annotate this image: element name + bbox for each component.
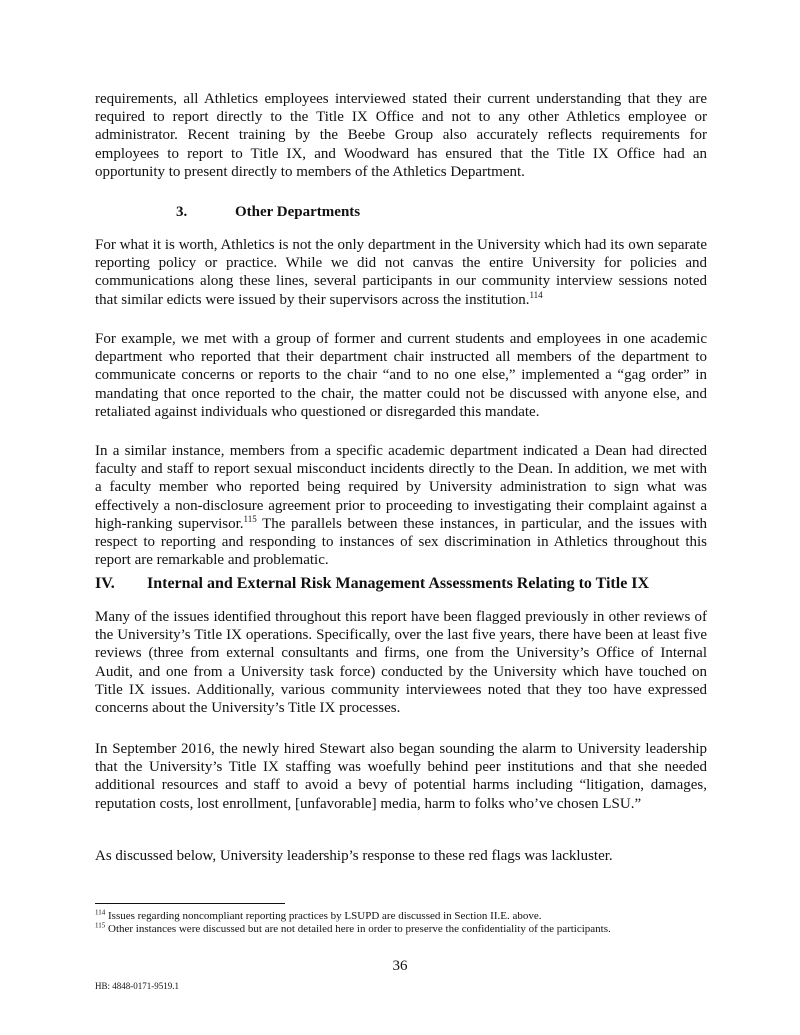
- page-number: 36: [392, 958, 408, 974]
- footnote-separator: [95, 903, 285, 904]
- subsection-title: Other Departments: [235, 204, 361, 220]
- section-number: IV.: [95, 575, 115, 592]
- subsection-number: 3.: [176, 204, 188, 220]
- footnote-115: $^{115}$ Other instances were discussed but are not detailed here in order to preserve the confidentiality of the participants.: [95, 921, 611, 935]
- document-id: HB: 4848-0171-9519.1: [95, 981, 179, 991]
- paragraph-example-department-chair: For example, we met with a group of former and current students and employees in one academic department who reported that their department chair instructed all members of the department to communicate concerns or reports to the chair “and to no one else,” implemented a “gag order” in mandating that once reported to the chair, the matter could not be discussed with anyone else, and retaliated against individuals who questioned or disregarded this mandate.: [95, 331, 707, 420]
- paragraph-athletics-requirements: requirements, all Athletics employees interviewed stated their current understanding that they are required to report directly to the Title IX Office and not to any other Athletics employee or administrator. Recent training by the Beebe Group also accurately reflects requirements for employees to report to Title IX, and Woodward has ensured that the Title IX Office had an opportunity to present directly to members of the Athletics Department.: [95, 91, 707, 180]
- footnote-ref-115[interactable]: 115: [243, 513, 257, 524]
- footnote-114: $^{114}$ Issues regarding noncompliant reporting practices by LSUPD are discussed in Section II.E. above.: [95, 908, 542, 922]
- paragraph-leadership-response: As discussed below, University leadership’s response to these red flags was lackluster.: [95, 848, 613, 864]
- paragraph-prior-reviews: Many of the issues identified throughout this report have been flagged previously in other reviews of the University’s Title IX operations. Specifically, over the last five years, there have been at least five reviews (three from external consultants and firms, one from the University’s Office of Internal Audit, and one from a University task force) conducted by the University which have touched on Title IX issues. Additionally, various community interviewees noted that they too have expressed concerns about the University’s Title IX processes.: [95, 609, 707, 717]
- section-title: Internal and External Risk Management Assessments Relating to Title IX: [147, 575, 650, 592]
- paragraph-similar-instance: In a similar instance, members from a specific academic department indicated a Dean had directed faculty and staff to report sexual misconduct incidents directly to the Dean. In addition, we met with a faculty member who reported being required by University administration to sign what was effectively a non-disclosure agreement prior to proceeding to investigating their complaint against a high-ranking supervisor.$^{115}$ The parallels between these instances, in particular, and the issues with respect to reporting and responding to instances of sex discrimination in Athletics throughout this report are remarkable and problematic.: [95, 443, 707, 569]
- paragraph-other-departments: For what it is worth, Athletics is not the only department in the University which had its own separate reporting policy or practice. While we did not canvas the entire University for policies and communications along these lines, several participants in our community interview sessions noted that similar edicts were issued by their supervisors across the institution.$^{114}$: [95, 237, 707, 308]
- footnote-ref-114[interactable]: 114: [529, 289, 543, 300]
- paragraph-stewart-alarm: In September 2016, the newly hired Stewart also began sounding the alarm to University leadership that the University’s Title IX staffing was woefully behind peer institutions and that she needed additional resources and staff to avoid a bevy of potential harms including “litigation, damages, reputation costs, lost enrollment, [unfavorable] media, harm to folks who’ve chosen LSU.”: [95, 741, 707, 812]
